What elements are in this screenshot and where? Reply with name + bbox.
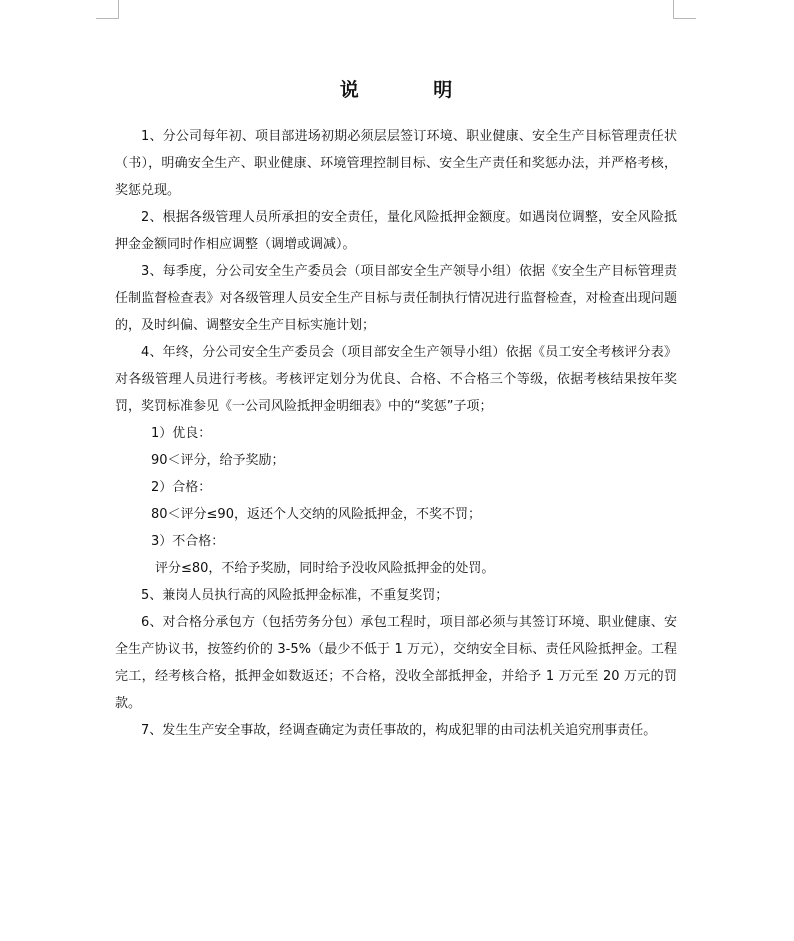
paragraph-4: 4、年终，分公司安全生产委员会（项目部安全生产领导小组）依据《员工安全考核评分表》对各级管理人员进行考核。考核评定划分为优良、合格、不合格三个等级，依据考核结果按年奖罚，奖罚标准参见《一公司风险抵押金明细表》中的“奖惩”子项； [115,345,677,414]
paragraph-2: 2、根据各级管理人员所承担的安全责任，量化风险抵押金额度。如遇岗位调整，安全风险抵押金金额同时作相应调整（调增或调减）。 [115,210,677,252]
paragraph-7: 7、发生生产安全事故，经调查确定为责任事故的，构成犯罪的由司法机关追究刑事责任。 [141,723,657,738]
grade-excellent-label: 1）优良： [151,426,212,441]
crop-mark-top-left [96,0,119,19]
paragraph-1: 1、分公司每年初、项目部进场初期必须层层签订环境、职业健康、安全生产目标管理责任状（书），明确安全生产、职业健康、环境管理控制目标、安全生产责任和奖惩办法，并严格考核，奖惩兑现。 [115,129,677,198]
paragraph-5: 5、兼岗人员执行高的风险抵押金标准，不重复奖罚； [141,588,449,603]
grade-excellent-rule: 90＜评分，给予奖励； [151,453,285,468]
document-page [115,75,677,744]
crop-mark-top-right [673,0,696,19]
document-title: 说 明 [339,79,487,101]
paragraph-6: 6、对合格分承包方（包括劳务分包）承包工程时，项目部必须与其签订环境、职业健康、安全生产协议书，按签约价的 3-5%（最少不低于 1 万元），交纳安全目标、责任风险抵押金。工程完工，经考核合格，抵押金如数返还；不合格，没收全部抵押金，并给予 1 万元至 20 万元的罚款。 [115,615,677,711]
grade-pass-rule: 80＜评分≤90，返还个人交纳的风险抵押金，不奖不罚； [151,507,481,522]
paragraph-3: 3、每季度，分公司安全生产委员会（项目部安全生产领导小组）依据《安全生产目标管理责任制监督检查表》对各级管理人员安全生产目标与责任制执行情况进行监督检查，对检查出现问题的，及时纠偏、调整安全生产目标实施计划； [115,264,677,333]
grade-pass-label: 2）合格： [151,480,212,495]
grade-fail-rule: 评分≤80，不给予奖励，同时给予没收风险抵押金的处罚。 [155,561,495,576]
grade-fail-label: 3）不合格： [151,534,225,549]
